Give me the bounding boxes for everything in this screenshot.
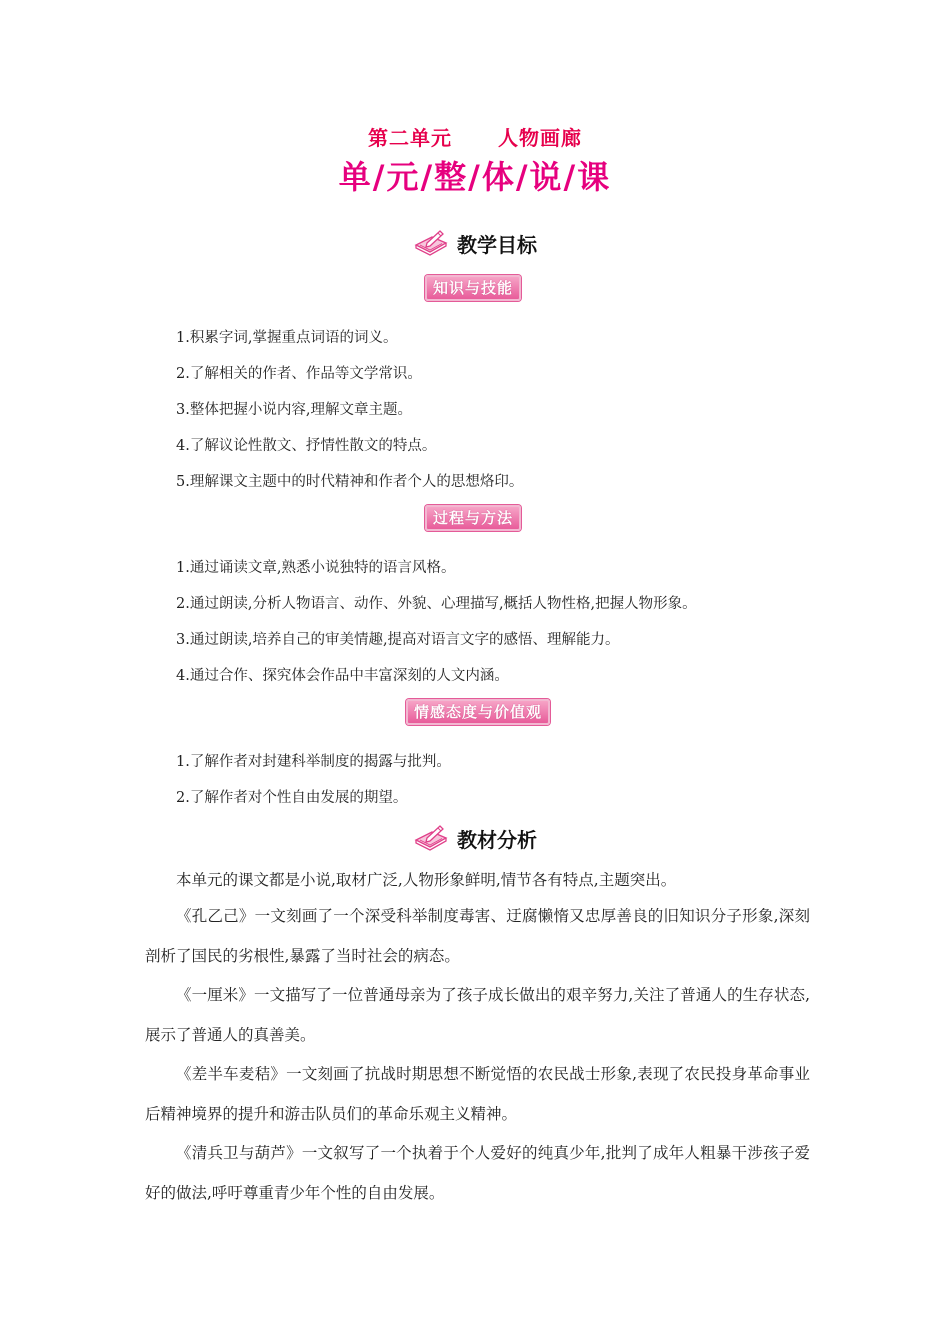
list-item: 3.通过朗读,培养自己的审美情趣,提高对语言文字的感悟、理解能力。	[176, 632, 620, 648]
section-heading-teaching-goals	[0, 228, 950, 263]
tag-emotion-values: 情感态度与价值观	[406, 699, 550, 725]
paragraph: 《一厘米》一文描写了一位普通母亲为了孩子成长做出的艰辛努力,关注了普通人的生存状态,展示了普通人的真善美。	[145, 986, 810, 1044]
list-item: 4.通过合作、探究体会作品中丰富深刻的人文内涵。	[176, 668, 509, 684]
book-pen-icon	[413, 823, 449, 853]
list-item: 3.整体把握小说内容,理解文章主题。	[176, 402, 412, 418]
unit-theme: 人物画廊	[498, 126, 582, 150]
section-heading-material-analysis	[0, 823, 950, 858]
paragraph: 本单元的课文都是小说,取材广泛,人物形象鲜明,情节各有特点,主题突出。	[176, 871, 677, 889]
section-title: 教材分析	[457, 827, 537, 852]
paragraph: 《孔乙己》一文刻画了一个深受科举制度毒害、迂腐懒惰又忠厚善良的旧知识分子形象,深刻剖析了国民的劣根性,暴露了当时社会的病态。	[145, 907, 810, 965]
page-title: 单/元/整/体/说/课	[338, 158, 612, 196]
list-item: 4.了解议论性散文、抒情性散文的特点。	[176, 438, 437, 454]
list-item: 5.理解课文主题中的时代精神和作者个人的思想烙印。	[176, 474, 524, 490]
list-item: 1.了解作者对封建科举制度的揭露与批判。	[176, 754, 451, 770]
list-item: 2.通过朗读,分析人物语言、动作、外貌、心理描写,概括人物性格,把握人物形象。	[176, 596, 697, 612]
book-pen-icon	[413, 228, 449, 258]
tag-knowledge-skills: 知识与技能	[425, 275, 521, 301]
list-item: 1.积累字词,掌握重点词语的词义。	[176, 330, 398, 346]
unit-label: 第二单元	[368, 126, 452, 150]
unit-line	[0, 122, 950, 151]
list-item: 2.了解作者对个性自由发展的期望。	[176, 790, 408, 806]
paragraph: 《清兵卫与葫芦》一文叙写了一个执着于个人爱好的纯真少年,批判了成年人粗暴干涉孩子爱好的做法,呼吁尊重青少年个性的自由发展。	[145, 1144, 810, 1202]
paragraph: 《差半车麦秸》一文刻画了抗战时期思想不断觉悟的农民战士形象,表现了农民投身革命事业后精神境界的提升和游击队员们的革命乐观主义精神。	[145, 1065, 810, 1123]
list-item: 2.了解相关的作者、作品等文学常识。	[176, 366, 422, 382]
list-item: 1.通过诵读文章,熟悉小说独特的语言风格。	[176, 560, 456, 576]
tag-process-methods: 过程与方法	[425, 505, 521, 531]
section-title: 教学目标	[457, 232, 537, 257]
